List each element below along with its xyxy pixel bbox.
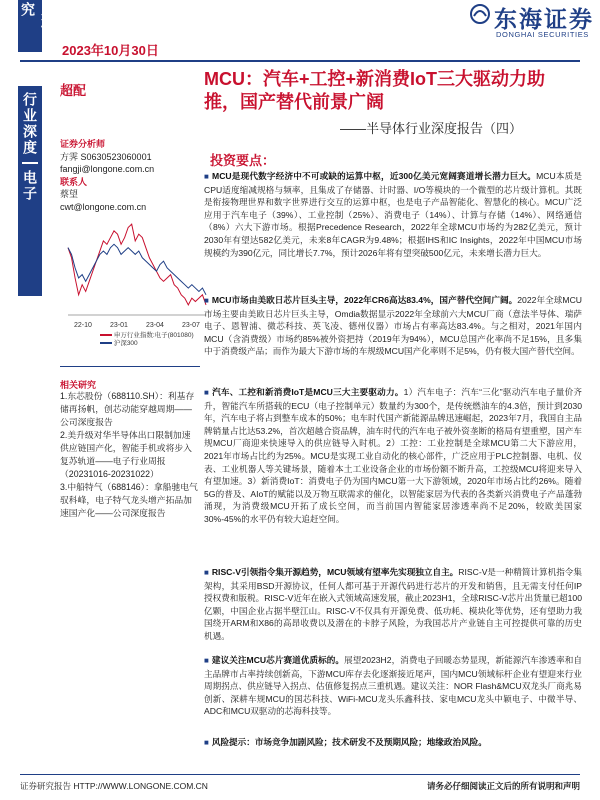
related-item: 2.美升级对华半导体出口限制加速供应链国产化，智能手机或将步入复苏轨道——电子行业周报（20231016-20231022）: [60, 430, 192, 479]
side-label-top: 业研究: [18, 0, 42, 52]
bullet-body: RISC-V是一种精简计算机指令集架构，其采用BSD开源协议，任何人都可基于开源代码进行芯片的开发和销售，且无需支付任何IP授权费和版税。RISC-V近年在嵌入式领域高速发展，截止2023H1，全球RISC-V芯片出货量已超100亿颗，中国企业占据半壁江山。RISC-V不仅具有开源免费、低功耗、模块化等优势，还有望助力我国绕开ARM和X86的高昂收费以及潜在的卡脖子风险，为我国芯片产业链自主可控提供可靠的历史机遇。: [204, 567, 582, 641]
analyst-label: 证券分析师: [60, 139, 106, 149]
bullet-icon: ■: [204, 738, 209, 747]
contact-name: 蔡望: [60, 189, 79, 199]
bullet-body: MCU本质是CPU适度缩减规格与频率，且集成了存储器、计时器、I/O等模块的一个微型的芯片级计算机。其既是衔接物理世界和数字世界进行交互的运算中枢，也是电子产品智能化、智慧化的核心。MCU广泛应用于汽车电子（39%）、工业控制（25%）、消费电子（14%）、计算与存储（14%）、网络通信（8%）六大下游市场。根据Precedence Research，2022年全球MCU市场约为282亿美元，预计2030年有望达582亿美元，未来8年CAGR为9.48%；根据IHS和IC Insights，2022年中国MCU市场规模约为390亿元，同比增长7.7%，预计2026年将有望突破500亿元，未来增长潜力巨大。: [204, 171, 582, 258]
chart-legend: [100, 332, 194, 348]
contact-label: 联系人: [60, 176, 88, 187]
related-item: 1.东芯股份（688110.SH）：利基存储再扬帆，创芯动能穿越周期——公司深度报告: [60, 391, 195, 427]
bullet-body: 展望2023H2，消费电子回暖态势显现，新能源汽车渗透率和自主品牌市占率持续创新高，下游MCU库存去化逐渐接近尾声，国内MCU领域标杆企业有望迎来行业周期拐点、供应链导入拐点、估值修复拐点三重机遇。建议关注：NOR Flash&MCU双龙头厂商兆易创新、深耕车规MCU的国芯科技、WiFi-MCU龙头乐鑫科技、家电MCU龙头中颖电子、中微半导、ADC和MCU双驱动的芯海科技等。: [204, 655, 583, 717]
contact-email: cwt@longone.com.cn: [60, 201, 147, 212]
bullet-body: 2022年全球MCU市场主要由美欧日芯片巨头主导，Omdia数据显示2022年全球前六大MCU厂商（意法半导体、瑞萨电子、恩智浦、微芯科技、英飞凌、德州仪器）市场占有率高达83.4%。与之相对，2021年国内MCU（含消费级）市场约85%被外资把持（2019年为94%），MCU总国产化率尚不足15%，且多集中于消费级产品；而作为最大下游市场的车规级MCU国产化率则不足5%，仍有极大国产替代空间。: [204, 295, 582, 357]
report-date: 2023年10月30日: [62, 43, 159, 58]
bullet-lead: MCU是现代数字经济中不可或缺的运算中枢，近300亿美元宽阔赛道增长潜力巨大。: [212, 171, 537, 181]
bullet-body: 1）汽车电子：汽车“三化”驱动汽车电子量价齐升，智能汽车所搭载的ECU（电子控制单元）数量约为300个，是传统燃油车的4.3倍，预计到2030年，汽车电子将占到整车成本的50%；电车时代国产新能源品牌迅速崛起，2023年7月，我国自主品牌销量占比达53.2%，首次超越合资品牌，油车时代的汽车电子被外资垄断的格局有望重塑，国产车规MCU厂商迎来快速导入的供应链导入时机。2）工控：工业控制是全球MCU第二大下游应用，2021年市场占比约为25%。MCU是实现工业自动化的核心部件，广泛应用于PLC控制器、电机、仪表、工业机器人等关键场景，随着本土工业设备企业的市场份额不断升高，工控级MCU将迎来导入有望加速。3）新消费IoT：消费电子仍为国内MCU第一大下游领域，2020年市场占比约26%。随着5G的普及、AIoT的赋能以及万物互联需求的催化，以智能家居为代表的各类新兴消费电子产品蓬勃涌现，为消费级MCU开拓了成长空间，而当前国内智能家居渗透率尚不足20%，较欧美国家30%-45%的水平仍有较大追赶空间。: [204, 387, 582, 524]
report-title: MCU：汽车+工控+新消费IoT三大驱动力助推，国产替代前景广阔: [204, 69, 546, 112]
analyst-email: fangji@longone.com.cn: [60, 164, 155, 174]
logo-text: 东海证券: [494, 6, 594, 32]
bullet-3: [204, 386, 582, 526]
bullet-body: 市场竞争加剧风险；技术研发不及预期风险；地缘政治风险。: [254, 737, 487, 747]
logo-subtext: DONGHAI SECURITIES: [496, 30, 589, 39]
related-title: 相关研究: [60, 380, 97, 390]
series-line-2: [68, 244, 206, 294]
related-list: [60, 390, 198, 520]
bullet-icon: ■: [204, 172, 210, 181]
bullet-lead: MCU市场由美欧日芯片巨头主导，2022年CR6高达83.4%，国产替代空间广阔。: [211, 295, 518, 305]
key-points-title: 投资要点：: [210, 153, 276, 168]
report-subtitle: ——半导体行业深度报告（四）: [340, 121, 523, 136]
related-item: 3.中船特气（688146）：拿船驰电气驭科峰，电子特气龙头增产拓品加速国产化——公司深度报告: [60, 482, 198, 518]
x-tick-label: 23-04: [146, 322, 164, 329]
side-band-category: 行业深度 电子: [18, 86, 42, 296]
footer-left: 证券研究报告 HTTP://WWW.LONGONE.COM.CN: [20, 781, 208, 791]
analyst-name: 方霁 S0630523060001: [60, 151, 152, 162]
bullet-lead: RISC-V引领指令集开源趋势，MCU领域有望率先实现独立自主。: [211, 567, 459, 577]
footer-right: 请务必仔细阅读正文后的所有说明和声明: [426, 781, 580, 791]
bullet-2: [204, 294, 582, 358]
bullet-lead: 风险提示：: [211, 737, 255, 747]
bullet-icon: ■: [204, 388, 210, 397]
x-tick-label: 23-01: [110, 322, 128, 329]
header-divider: [20, 60, 580, 62]
rating: 超配: [60, 83, 87, 98]
x-tick-label: 23-07: [182, 322, 200, 329]
bullet-icon: ■: [204, 296, 209, 305]
legend-series-2: 沪深300: [113, 340, 138, 347]
legend-swatch: [100, 334, 112, 336]
bullet-1: [204, 170, 582, 259]
related-divider: [60, 366, 200, 367]
analyst-block: [60, 138, 200, 213]
series-line-1: [68, 224, 206, 305]
logo-mark-icon: [470, 4, 490, 24]
bullet-icon: ■: [204, 656, 209, 665]
legend-swatch: [100, 342, 112, 344]
bullet-4: [204, 566, 582, 643]
bullet-icon: ■: [204, 568, 209, 577]
bullet-6: [204, 736, 582, 750]
footer-divider: [20, 774, 580, 775]
bullet-lead: 建议关注MCU芯片赛道优质标的。: [211, 655, 345, 665]
bullet-5: [204, 654, 582, 718]
legend-series-1: 申万行业指数:电子(801080): [113, 332, 194, 339]
x-tick-label: 22-10: [74, 322, 92, 329]
bullet-lead: 汽车、工控和新消费IoT是MCU三大主要驱动力。: [212, 387, 404, 397]
